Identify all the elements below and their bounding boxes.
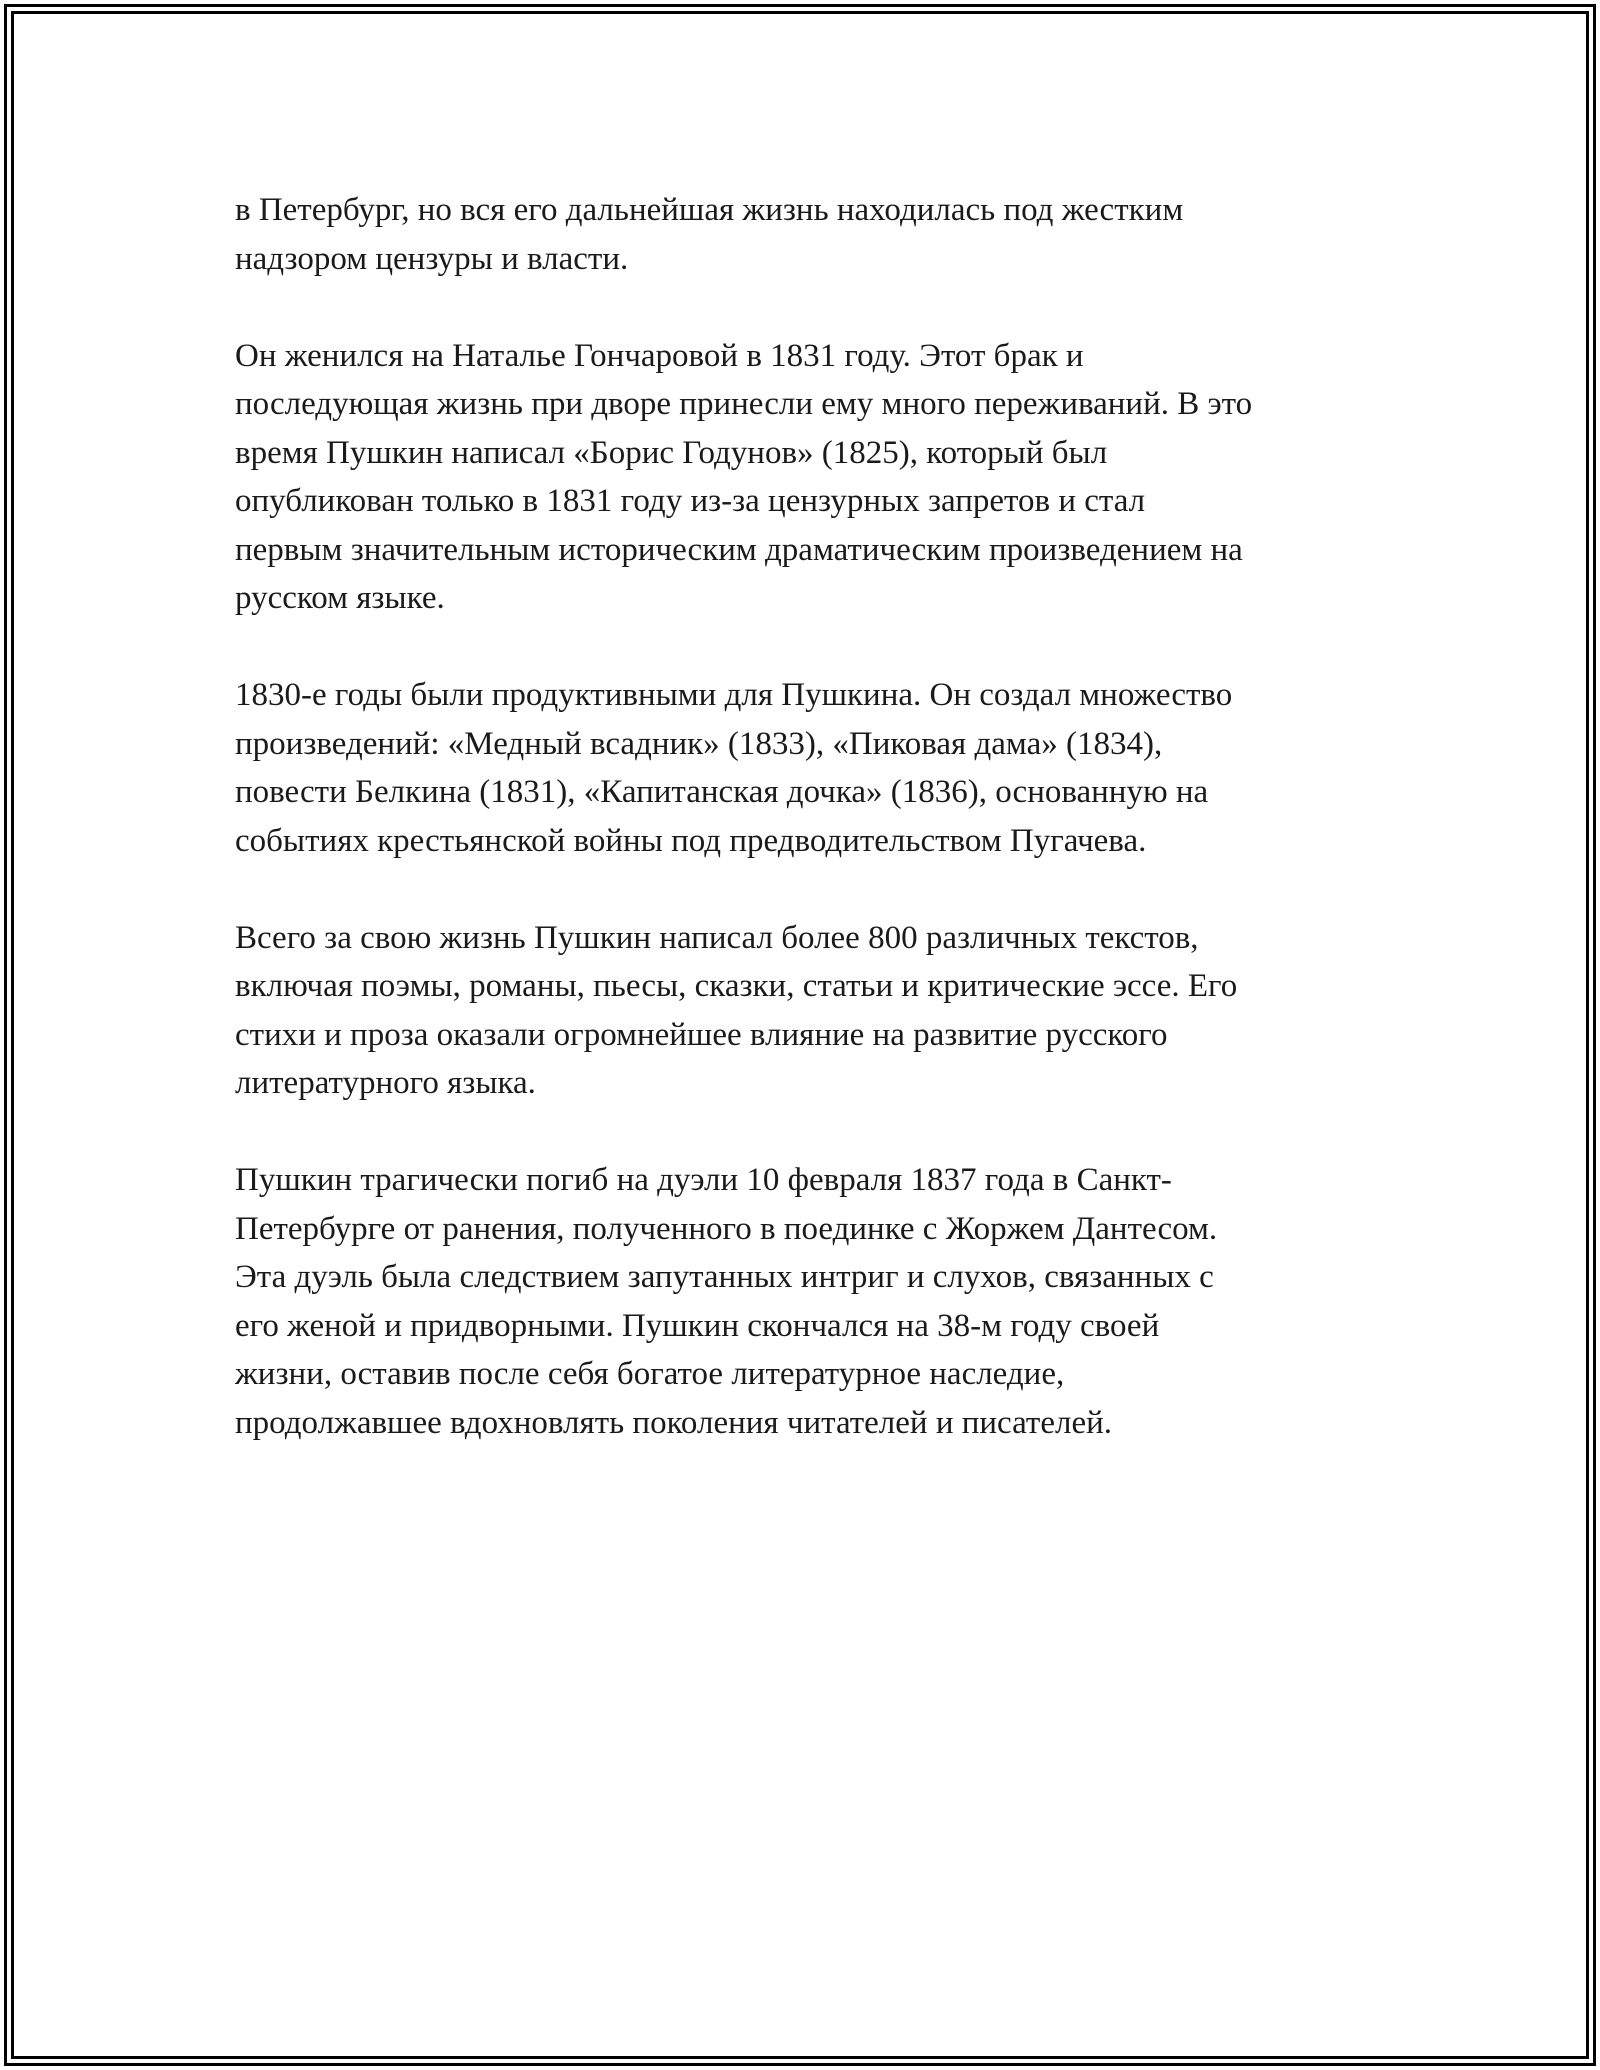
- text-line: Пушкин трагически погиб на дуэли 10 февраля 1837 года в Санкт-: [235, 1162, 1172, 1198]
- text-line: Всего за свою жизнь Пушкин написал более 800 различных текстов,: [235, 919, 1199, 956]
- paragraph-4: [235, 914, 1375, 1108]
- text-line: произведений: «Медный всадник» (1833), «Пиковая дама» (1834),: [235, 725, 1163, 762]
- text-line: литературного языка.: [235, 1065, 536, 1101]
- text-line: стихи и проза оказали огромнейшее влияние на развитие русского: [235, 1016, 1168, 1053]
- text-line: русском языке.: [235, 580, 445, 616]
- text-line: Он женился на Наталье Гончаровой в 1831 году. Этот брак и: [235, 337, 1084, 374]
- text-line: опубликован только в 1831 году из-за цензурных запретов и стал: [235, 483, 1146, 519]
- text-line: 1830-е годы были продуктивными для Пушкина. Он создал множество: [235, 677, 1233, 713]
- paragraph-1: [235, 186, 1375, 283]
- text-line: событиях крестьянской войны под предводительством Пугачева.: [235, 822, 1147, 859]
- text-line: его женой и придворными. Пушкин скончался на 38-м году своей: [235, 1307, 1160, 1344]
- text-line: Эта дуэль была следствием запутанных интриг и слухов, связанных с: [235, 1259, 1214, 1295]
- paragraph-5: [235, 1156, 1375, 1447]
- text-line: надзором цензуры и власти.: [235, 240, 629, 277]
- text-line: в Петербург, но вся его дальнейшая жизнь находилась под жестким: [235, 192, 1184, 228]
- paragraph-3: [235, 671, 1375, 865]
- text-line: повести Белкина (1831), «Капитанская дочка» (1836), основанную на: [235, 774, 1209, 810]
- text-line: Петербурге от ранения, полученного в поединке с Жоржем Дантесом.: [235, 1210, 1218, 1247]
- document-body: [235, 186, 1375, 1496]
- paragraph-2: [235, 332, 1375, 623]
- text-line: последующая жизнь при дворе принесли ему много переживаний. В это: [235, 386, 1253, 422]
- text-line: время Пушкин написал «Борис Годунов» (1825), который был: [235, 434, 1108, 471]
- text-line: включая поэмы, романы, пьесы, сказки, статьи и критические эссе. Его: [235, 968, 1238, 1004]
- text-line: жизни, оставив после себя богатое литературное наследие,: [235, 1356, 1065, 1392]
- text-line: продолжавшее вдохновлять поколения читателей и писателей.: [235, 1404, 1112, 1441]
- text-line: первым значительным историческим драматическим произведением на: [235, 531, 1243, 568]
